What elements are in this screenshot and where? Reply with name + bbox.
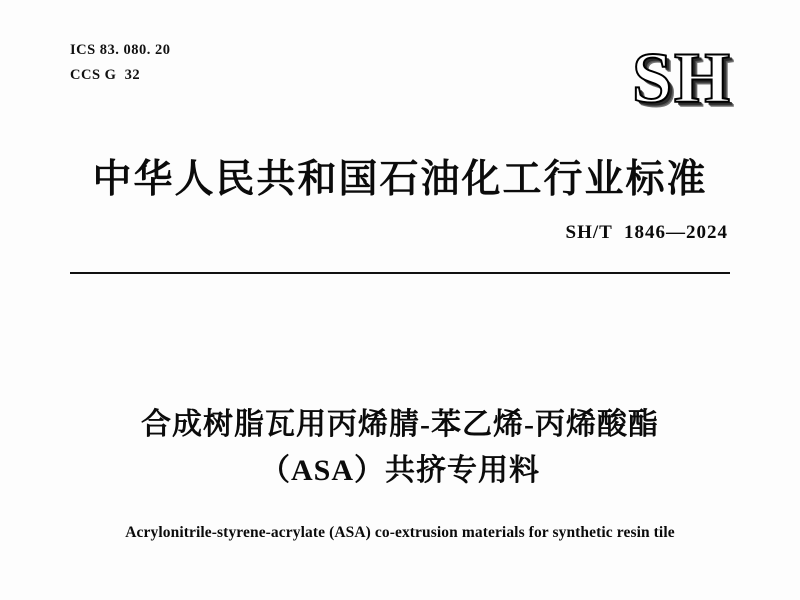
ics-code: ICS 83. 080. 20 xyxy=(70,42,171,58)
document-title-chinese xyxy=(0,402,800,494)
classification-codes xyxy=(70,38,171,88)
document-title-chinese-line2: （ASA）共挤专用料 xyxy=(259,454,540,487)
document-title-chinese-line1: 合成树脂瓦用丙烯腈-苯乙烯-丙烯酸酯 xyxy=(141,408,659,441)
standard-title-chinese: 中华人民共和国石油化工行业标准 xyxy=(92,158,708,201)
document-title-english: Acrylonitrile-styrene-acrylate (ASA) co-extrusion materials for synthetic resin tile xyxy=(125,524,675,541)
horizontal-divider xyxy=(70,272,730,274)
ccs-code: CCS G 32 xyxy=(70,67,141,83)
standard-number: SH/T 1846—2024 xyxy=(565,222,728,243)
sh-emblem-logo: SH xyxy=(631,38,732,118)
